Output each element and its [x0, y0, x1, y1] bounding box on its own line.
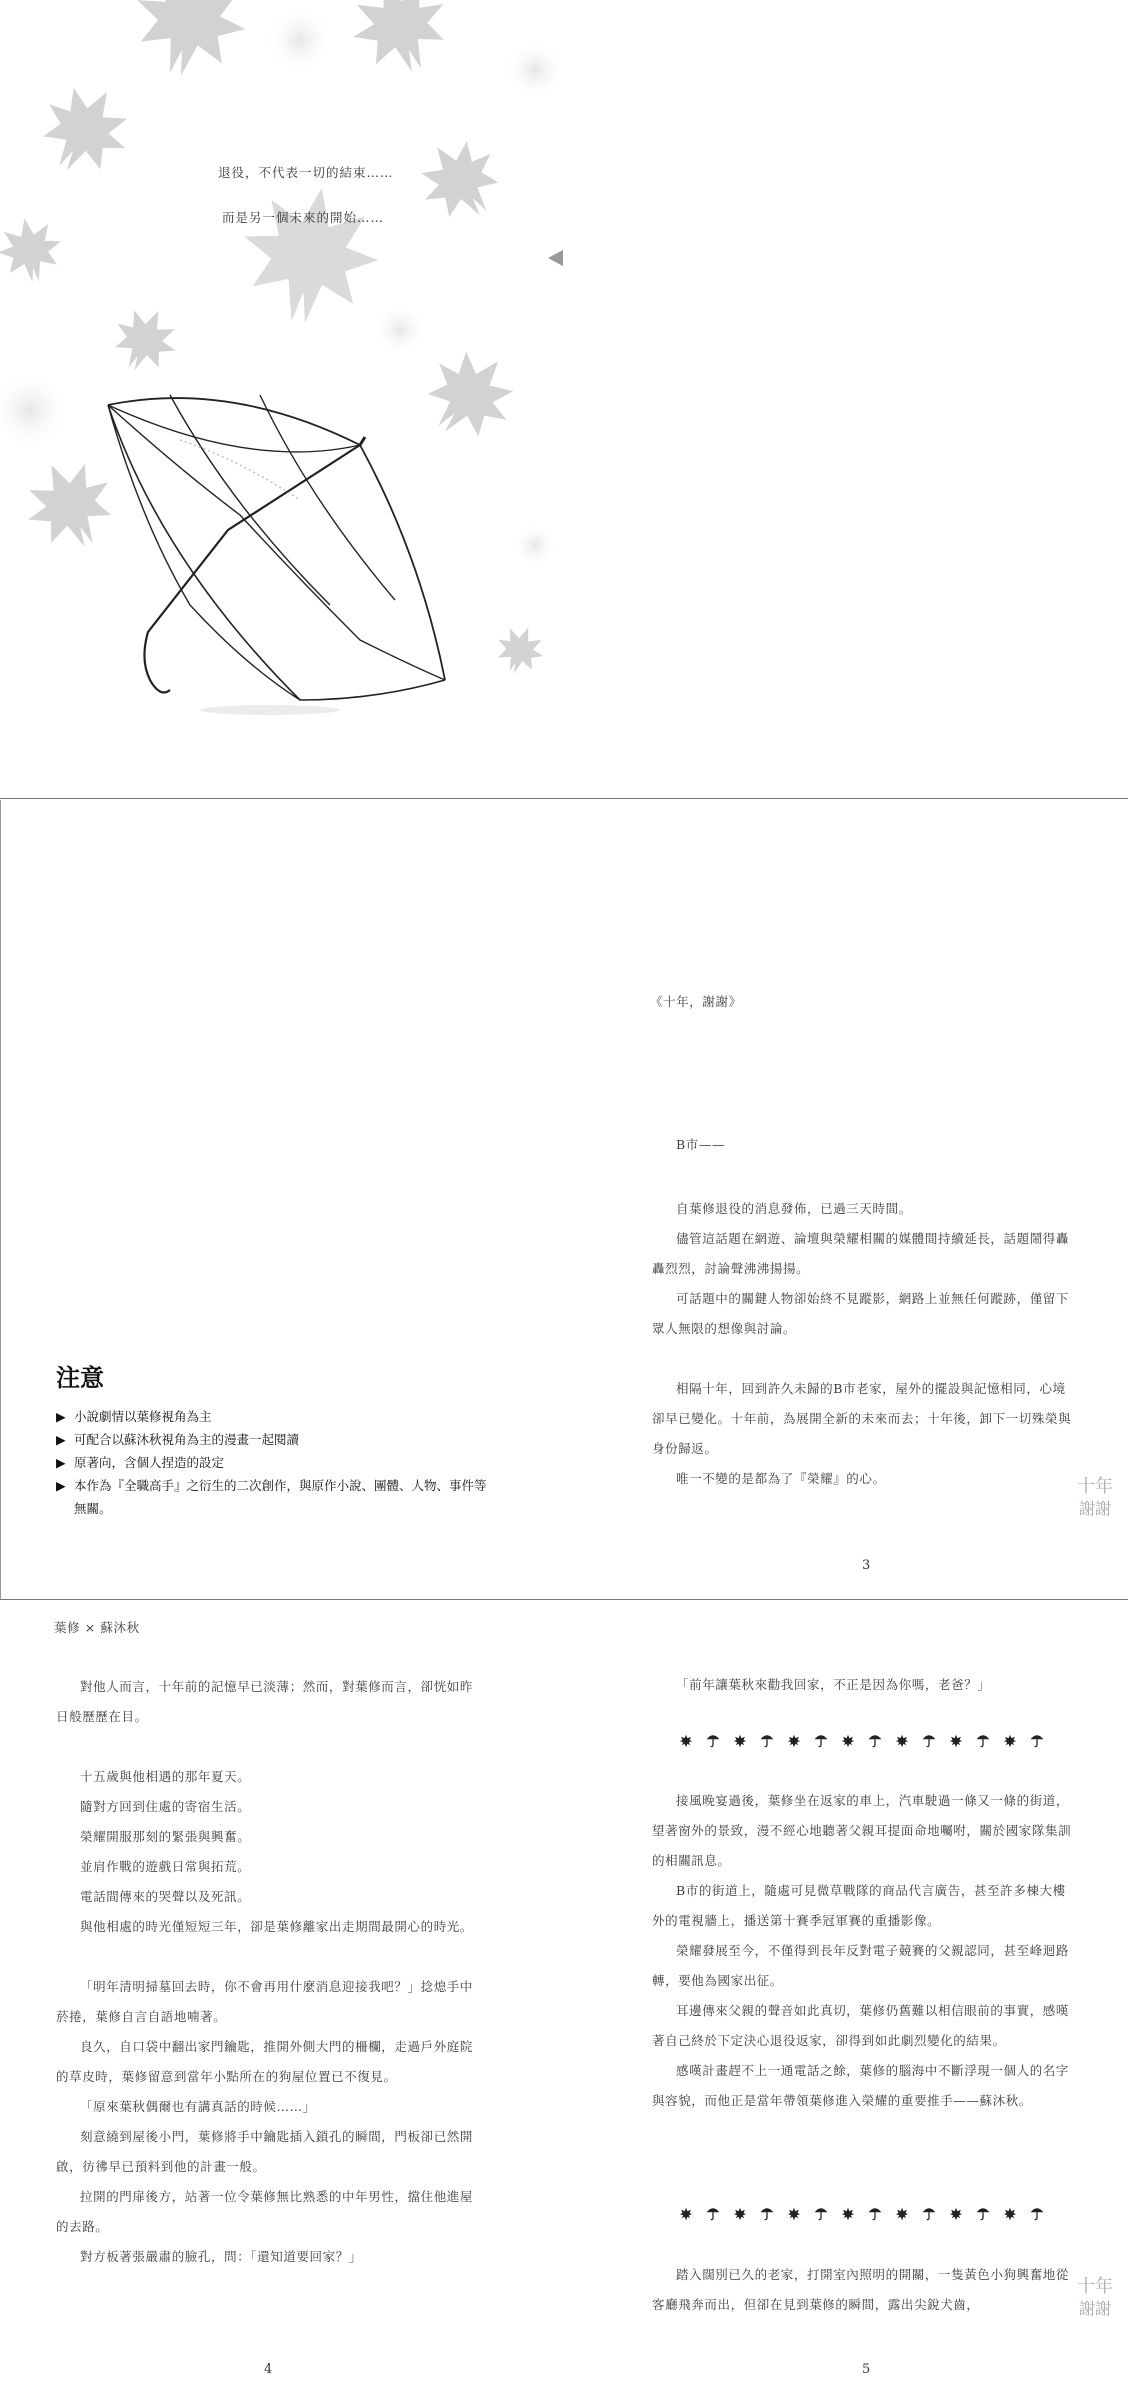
paragraph: 可話題中的關鍵人物卻始終不見蹤影，網路上並無任何蹤跡，僅留下眾人無限的想像與討論。: [652, 1291, 1070, 1336]
paragraph: 對他人而言，十年前的記憶早已淡薄；然而，對葉修而言，卻恍如昨日般歷歷在目。: [56, 1679, 474, 1724]
umbrella-icon: [705, 2205, 721, 2225]
leaf-icon: [1003, 2206, 1017, 2225]
umbrella-icon: [759, 2205, 775, 2225]
page-4: [0, 1600, 564, 2400]
paragraph: 刻意繞到屋後小門，葉修將手中鑰匙插入鎖孔的瞬間，門板卻已然開啟，彷彿早已預料到他的計畫一般。: [56, 2129, 474, 2174]
notice-page: [0, 800, 564, 1600]
page3-body: [652, 1194, 1072, 1494]
paragraph: 「原來葉秋偶爾也有講真話的時候……」: [80, 2099, 316, 2114]
umbrella-icon: [1029, 2205, 1045, 2225]
leaf-icon: [841, 1733, 855, 1752]
paragraph: 電話間傳來的哭聲以及死訊。: [80, 1889, 251, 1904]
leaf-icon: [1003, 1733, 1017, 1752]
umbrella-icon: [975, 1732, 991, 1752]
umbrella-icon: [921, 2205, 937, 2225]
paragraph: 榮耀開服那刻的緊張與興奮。: [80, 1829, 251, 1844]
umbrella-icon: [813, 2205, 829, 2225]
spread-page4-page5: [0, 1600, 1128, 2400]
paragraph: 「明年清明掃墓回去時，你不會再用什麼消息迎接我吧？」捻熄手中菸捲，葉修自言自語地喃著。: [56, 1979, 474, 2024]
notice-item: ▶ 可配合以蘇沐秋視角為主的漫畫一起閱讀: [56, 1432, 300, 1447]
watermark-logo: 十年 謝謝: [1077, 1476, 1113, 1518]
notice-title: 注意: [56, 1364, 104, 1392]
chapter-title: 《十年，謝謝》: [650, 994, 742, 1009]
maple-leaves-background: [0, 0, 564, 800]
umbrella-icon: [867, 2205, 883, 2225]
umbrella-icon: [975, 2205, 991, 2225]
paragraph: 與他相處的時光僅短短三年，卻是葉修離家出走期間最開心的時光。: [80, 1919, 474, 1934]
leaf-icon: [733, 2206, 747, 2225]
paragraph: 並肩作戰的遊戲日常與拓荒。: [80, 1859, 251, 1874]
paragraph: 良久，自口袋中翻出家門鑰匙，推開外側大門的柵欄，走過戶外庭院的草皮時，葉修留意到當年小點所在的狗屋位置已不復見。: [56, 2039, 474, 2084]
paragraph: 耳邊傳來父親的聲音如此真切，葉修仍舊難以相信眼前的事實，感嘆著自己終於下定決心退役返家，卻得到如此劇烈變化的結果。: [652, 2003, 1070, 2048]
leaf-icon: [733, 1733, 747, 1752]
leaf-icon: [949, 1733, 963, 1752]
paragraph: 唯一不變的是都為了『榮耀』的心。: [676, 1471, 886, 1486]
paragraph: 儘管這話題在網遊、論壇與榮耀相關的媒體間持續延長，話題鬧得轟轟烈烈，討論聲沸沸揚揚。: [652, 1231, 1070, 1276]
cover-tagline-1: 退役，不代表一切的結束……: [218, 165, 394, 180]
leaf-icon: [787, 2206, 801, 2225]
umbrella-icon: [705, 1732, 721, 1752]
section-ornament: [652, 1732, 1072, 1752]
cover-tagline-2: 而是另一個未來的開始……: [222, 210, 385, 225]
umbrella-illustration: [108, 395, 445, 715]
umbrella-icon: [813, 1732, 829, 1752]
page-number: 3: [862, 1558, 871, 1573]
umbrella-icon: [759, 1732, 775, 1752]
leaf-icon: [679, 2206, 693, 2225]
section-ornament: [652, 2205, 1072, 2225]
leaf-icon: [895, 1733, 909, 1752]
leaf-icon: [895, 2206, 909, 2225]
page-5: [564, 1600, 1128, 2400]
notice-item: ▶ 小說劇情以葉修視角為主: [56, 1409, 212, 1424]
notice-item: ▶ 本作為『全職高手』之衍生的二次創作，與原作小說、團體、人物、事件等無關。: [56, 1478, 487, 1516]
umbrella-icon: [1029, 1732, 1045, 1752]
umbrella-icon: [921, 1732, 937, 1752]
paragraph: 隨對方回到住處的寄宿生活。: [80, 1799, 251, 1814]
paragraph: 拉開的門扉後方，站著一位令葉修無比熟悉的中年男性，擋住他進屋的去路。: [56, 2189, 474, 2234]
paragraph: 十五歲與他相遇的那年夏天。: [80, 1769, 251, 1784]
paragraph: B市的街道上，隨處可見微草戰隊的商品代言廣告，甚至許多棟大樓外的電視牆上，播送第十賽季冠軍賽的重播影像。: [652, 1883, 1066, 1928]
page4-body: [56, 1672, 476, 2272]
leaf-icon: [949, 2206, 963, 2225]
notice-item: ▶ 原著向，含個人捏造的設定: [56, 1455, 225, 1470]
page-3: [564, 800, 1128, 1600]
paragraph: 榮耀發展至今，不僅得到長年反對電子競賽的父親認同，甚至峰迴路轉，要他為國家出征。: [652, 1943, 1070, 1988]
paragraph: 接風晚宴過後，葉修坐在返家的車上，汽車駛過一條又一條的街道，望著窗外的景致，漫不經心地聽著父親耳提面命地囑咐，關於國家隊集訓的相關訊息。: [652, 1793, 1072, 1868]
page-number: 5: [862, 2362, 871, 2377]
paragraph: 對方板著張嚴肅的臉孔，問：「還知道要回家？」: [80, 2249, 362, 2264]
dialogue-quote: 「前年讓葉秋來勸我回家，不正是因為你嗎，老爸？」: [676, 1677, 991, 1692]
paragraph: 相隔十年，回到許久未歸的B市老家，屋外的擺設與記憶相同，心境卻早已變化。十年前，為展開全新的未來而去；十年後，卸下一切殊榮與身份歸返。: [652, 1381, 1072, 1456]
page-divider: [0, 798, 1128, 799]
paragraph: 踏入闊別已久的老家，打開室內照明的開關，一隻黃色小狗興奮地從客廳飛奔而出，但卻在見到葉修的瞬間，露出尖銳犬齒，: [652, 2267, 1070, 2312]
cover-spread: [0, 0, 1128, 800]
page5-body: [652, 1786, 1072, 2116]
paragraph: 感嘆計畫趕不上一通電話之餘，葉修的腦海中不斷浮現一個人的名字與容貌，而他正是當年帶領葉修進入榮耀的重要推手——蘇沐秋。: [652, 2063, 1070, 2108]
location-heading: B市——: [676, 1137, 726, 1152]
pairing-header: 葉修 × 蘇沐秋: [54, 1620, 140, 1635]
watermark-logo: 十年 謝謝: [1077, 2276, 1113, 2318]
page-number: 4: [264, 2362, 273, 2377]
leaf-icon: [679, 1733, 693, 1752]
paragraph: 自葉修退役的消息發佈，已過三天時間。: [676, 1201, 912, 1216]
cover-right-page: [564, 0, 1128, 800]
cover-left-page: [0, 0, 564, 800]
umbrella-icon: [867, 1732, 883, 1752]
leaf-icon: [787, 1733, 801, 1752]
leaf-icon: [841, 2206, 855, 2225]
spread-notice-page3: [0, 800, 1128, 1600]
